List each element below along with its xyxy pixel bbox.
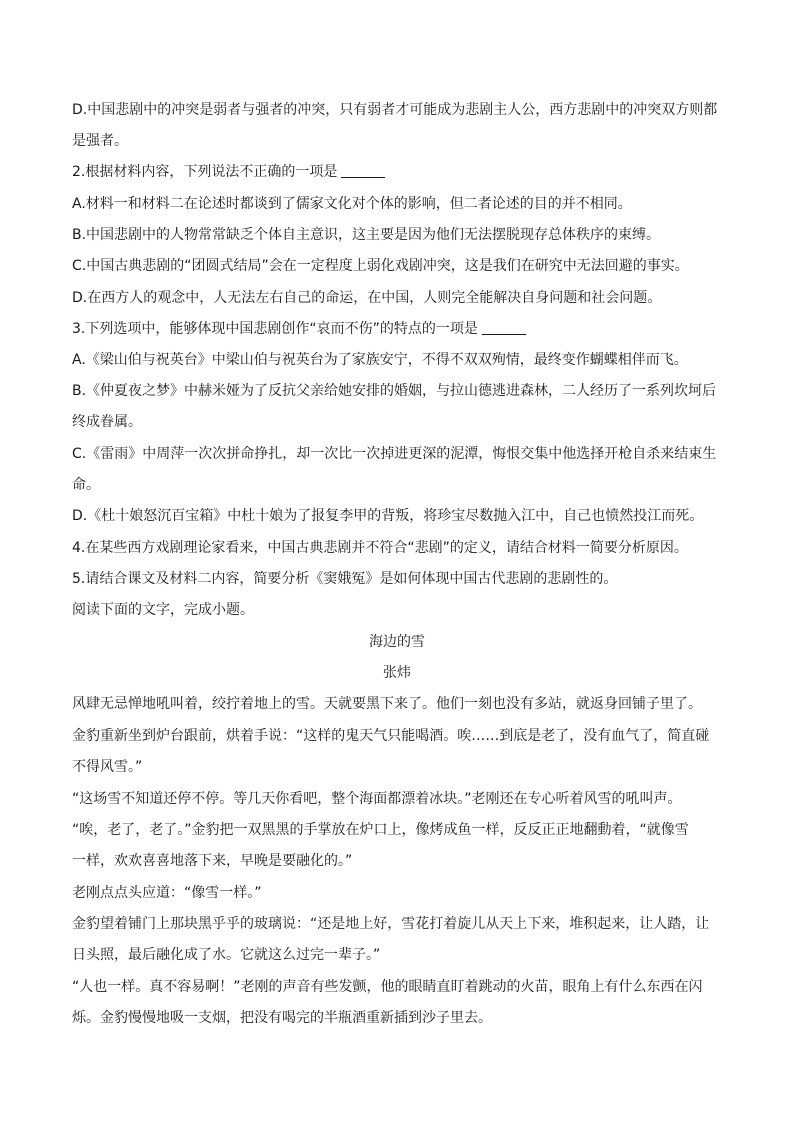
option-d: D.《杜十娘怒沉百宝箱》中杜十娘为了报复李甲的背叛，将珍宝尽数抛入江中，自己也愤然投江而死。 bbox=[72, 508, 704, 524]
question-3: 3.下列选项中，能够体现中国悲剧创作“哀而不伤”的特点的一项是 bbox=[72, 319, 732, 339]
article-author: 张炜 bbox=[383, 665, 411, 681]
option-b: B.中国悲剧中的人物常常缺乏个体自主意识，这主要是因为他们无法摆脱现存总体秩序的束缚。 bbox=[72, 227, 661, 243]
reading-instruction: 阅读下面的文字，完成小题。 bbox=[72, 602, 254, 618]
option-b: B.《仲夏夜之梦》中赫米娅为了反抗父亲给她安排的婚姻，与拉山德逃进森林，二人经历了一系列坎坷后 bbox=[72, 383, 717, 399]
question-5: 5.请结合课文及材料二内容，简要分析《窦娥冤》是如何体现中国古代悲剧的悲剧性的。 bbox=[72, 571, 618, 587]
option-a: A.《梁山伯与祝英台》中梁山伯与祝英台为了家族安宁，不得不双双殉情，最终变作蝴蝶相伴而飞。 bbox=[72, 352, 688, 368]
option-d-line: D.中国悲剧中的冲突是弱者与强者的冲突，只有弱者才可能成为悲剧主人公，西方悲剧中的冲突双方则都 bbox=[72, 102, 718, 118]
answer-blank[interactable] bbox=[341, 163, 385, 178]
paragraph-line: “唉，老了，老了。”金豹把一双黑黑的手掌放在炉口上，像烤成鱼一样，反反正正地翻動着，“就像雪 bbox=[72, 822, 689, 838]
paragraph-line: 一样，欢欢喜喜地落下来，早晚是要融化的。” bbox=[72, 853, 353, 869]
paragraph-line: 风肆无忌惮地吼叫着，绞拧着地上的雪。天就要黑下来了。他们一刻也没有多站，就返身回铺子里了。 bbox=[72, 696, 702, 712]
paragraph-line: 金豹重新坐到炉台跟前，烘着手说：“这样的鬼天气只能喝酒。唉……到底是老了，没有血气了，简直碰 bbox=[72, 728, 710, 744]
option-d-continuation: 是强者。 bbox=[72, 133, 128, 149]
option-d: D.在西方人的观念中，人无法左右自己的命运，在中国，人则完全能解决自身问题和社会问题。 bbox=[72, 290, 662, 306]
question-2: 2.根据材料内容，下列说法不正确的一项是 bbox=[72, 162, 732, 182]
answer-blank[interactable] bbox=[482, 320, 526, 335]
option-a: A.材料一和材料二在论述时都谈到了儒家文化对个体的影响，但二者论述的目的并不相同。 bbox=[72, 196, 632, 212]
option-c-continuation: 命。 bbox=[72, 477, 100, 493]
paragraph-line: “人也一样。真不容易啊！”老刚的声音有些发颤，他的眼睛直盯着跳动的火苗，眼角上有什么东西在闪 bbox=[72, 979, 703, 995]
paragraph-line: 烁。金豹慢慢地吸一支烟，把没有喝完的半瓶酒重新插到沙子里去。 bbox=[72, 1010, 492, 1026]
paragraph-line: “这场雪不知道还停不停。等几天你看吧，整个海面都漂着冰块。”老刚还在专心听着风雪的吼叫声。 bbox=[72, 791, 682, 807]
question-4: 4.在某些西方戏剧理论家看来，中国古典悲剧并不符合“悲剧”的定义，请结合材料一简要分析原因。 bbox=[72, 540, 688, 556]
paragraph-line: 金豹望着铺门上那块黑乎乎的玻璃说：“还是地上好，雪花打着旋儿从天上下来，堆积起来，让人踏，让 bbox=[72, 916, 710, 932]
article-title: 海边的雪 bbox=[369, 634, 425, 650]
paragraph-line: 老刚点点头应道：“像雪一样。” bbox=[72, 885, 262, 901]
paragraph-line: 日头照，最后融化成了水。它就这么过完一辈子。” bbox=[72, 947, 381, 963]
option-c: C.《雷雨》中周萍一次次拼命挣扎，却一次比一次掉进更深的泥潭，悔恨交集中他选择开枪自杀来结束生 bbox=[72, 446, 717, 462]
option-b-continuation: 终成眷属。 bbox=[72, 414, 142, 430]
option-c: C.中国古典悲剧的“团圆式结局”会在一定程度上弱化戏剧冲突，这是我们在研究中无法回避的事实。 bbox=[72, 258, 689, 274]
paragraph-line: 不得风雪。” bbox=[72, 759, 143, 775]
